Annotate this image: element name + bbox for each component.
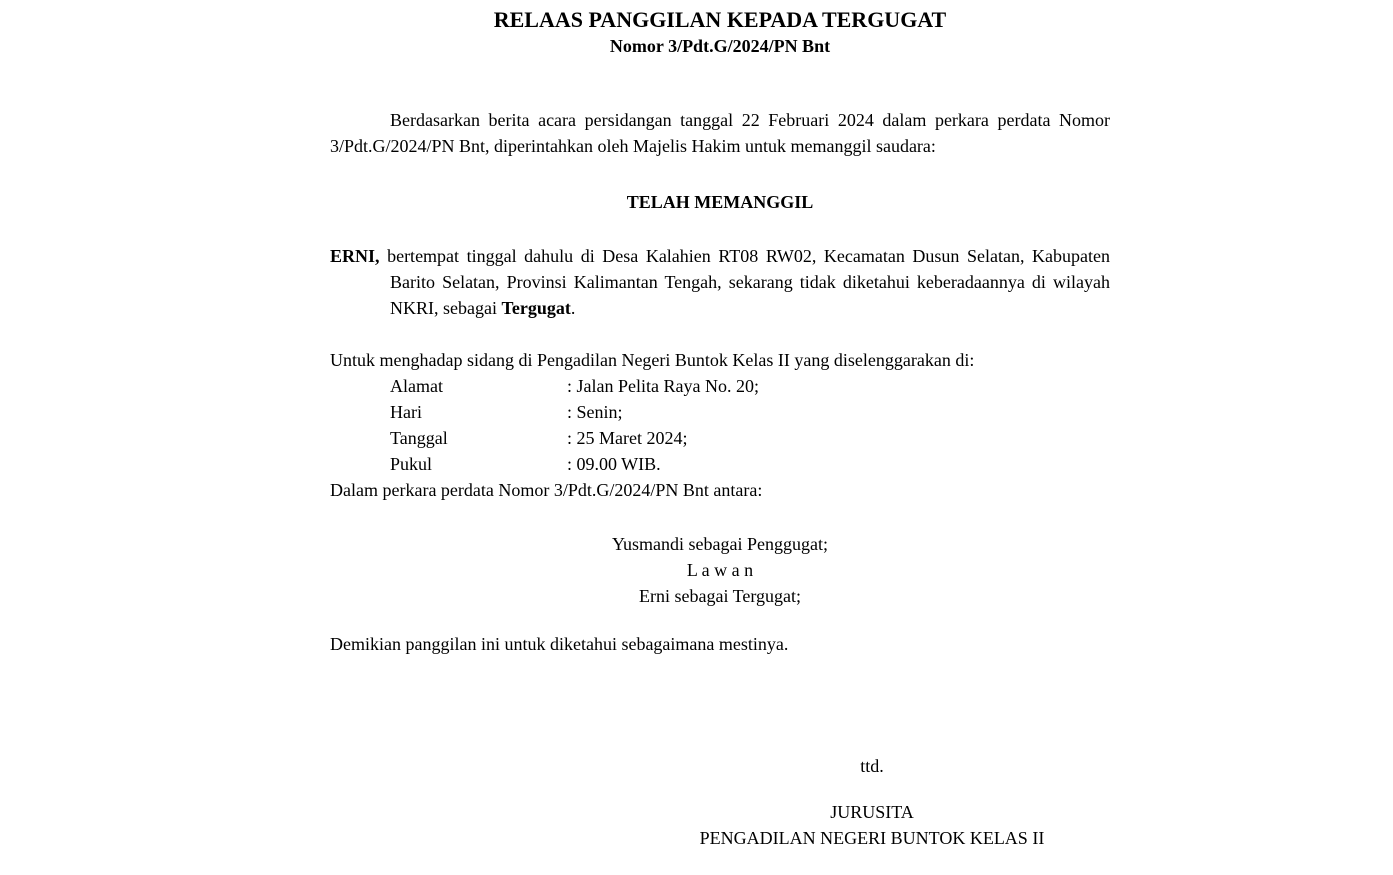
versus-line: L a w a n [686, 560, 754, 580]
signature-block [672, 753, 1072, 851]
detail-value: : 09.00 WIB. [567, 454, 661, 474]
signature-court: PENGADILAN NEGERI BUNTOK KELAS II [699, 828, 1045, 848]
detail-label: Alamat [390, 376, 443, 396]
signature-ttd: ttd. [860, 756, 884, 776]
party-defendant-line: Erni sebagai Tergugat; [638, 586, 802, 606]
document-content [330, 6, 1110, 851]
defendant-role: Tergugat [501, 298, 571, 318]
closing-line: Demikian panggilan ini untuk diketahui sebagaimana mestinya. [330, 634, 789, 654]
hearing-details [330, 373, 1110, 477]
case-parties-intro: Dalam perkara perdata Nomor 3/Pdt.G/2024/PN Bnt antara: [330, 480, 763, 500]
detail-row-pukul [330, 451, 1110, 477]
defendant-description: bertempat tinggal dahulu di Desa Kalahien RT08 RW02, Kecamatan Dusun Selatan, Kabupaten Barito Selatan, Provinsi Kalimantan Tengah, sekarang tidak diketahui keberadaannya di wilayah NKRI, sebagai [379, 246, 1110, 318]
intro-paragraph: Berdasarkan berita acara persidangan tanggal 22 Februari 2024 dalam perkara perdata Nomor 3/Pdt.G/2024/PN Bnt, diperintahkan oleh Majelis Hakim untuk memanggil saudara: [330, 110, 1110, 156]
detail-row-hari [330, 399, 1110, 425]
document-title: RELAAS PANGGILAN KEPADA TERGUGAT [493, 7, 947, 32]
section-heading-telah-memanggil: TELAH MEMANGGIL [626, 192, 814, 212]
defendant-name: ERNI, [330, 246, 380, 266]
detail-label: Pukul [390, 454, 433, 474]
defendant-paragraph [330, 243, 1110, 321]
detail-value: : Jalan Pelita Raya No. 20; [567, 376, 759, 396]
detail-label: Hari [390, 402, 422, 422]
parties-block [330, 531, 1110, 609]
detail-value: : Senin; [567, 402, 623, 422]
hearing-intro: Untuk menghadap sidang di Pengadilan Negeri Buntok Kelas II yang diselenggarakan di: [330, 350, 975, 370]
detail-row-alamat [330, 373, 1110, 399]
signature-role: JURUSITA [830, 802, 914, 822]
detail-label: Tanggal [390, 428, 448, 448]
detail-row-tanggal [330, 425, 1110, 451]
case-number: Nomor 3/Pdt.G/2024/PN Bnt [609, 36, 831, 56]
party-plaintiff-line: Yusmandi sebagai Penggugat; [612, 534, 828, 554]
defendant-period: . [570, 298, 576, 318]
detail-value: : 25 Maret 2024; [567, 428, 688, 448]
